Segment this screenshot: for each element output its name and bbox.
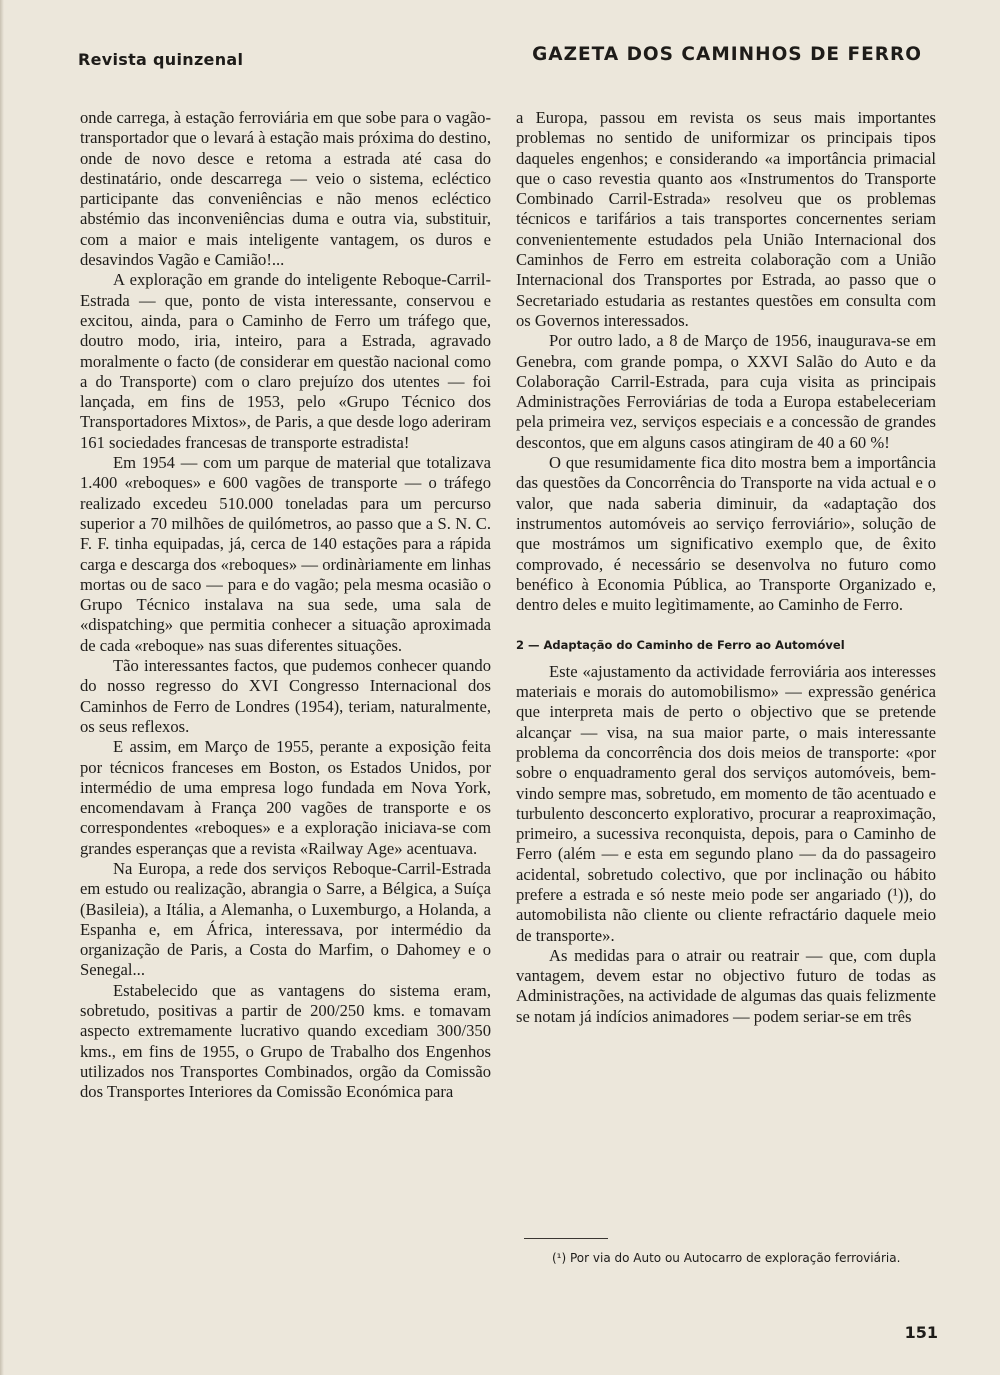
- right-column: [516, 108, 936, 1027]
- page-edge-shadow: [0, 0, 4, 1375]
- paragraph: E assim, em Março de 1955, perante a exposição feita por técnicos franceses em Boston, os Estados Unidos, por intermédio de uma empresa logo fundada em Nova York, encomendavam à França 200 vagões de transporte e os correspondentes «reboques» e a exploração iniciava-se com grandes esperanças que a revista «Railway Age» acentuava.: [80, 737, 491, 858]
- paragraph: O que resumidamente fica dito mostra bem a importância das questões da Concorrência do Transporte na vida actual e o valor, que nada saberia diminuir, da «adaptação dos instrumentos automóveis ao serviço ferroviário», solução de que mostrámos um significativo exemplo que, de êxito comprovado, é necessário se desenvolva no futuro como benéfico à Economia Pública, ao Transporte Organizado e, dentro deles e muito legìtimamente, ao Caminho de Ferro.: [516, 453, 936, 615]
- paragraph: Este «ajustamento da actividade ferroviária aos interesses materiais e morais do automobilismo» — expressão genérica que interpreta mais de perto o objectivo que se pretende alcançar — visa, na sua maior parte, o mais interessante problema da concorrência dos dois meios de transporte: «por sobre o enquadramento geral dos serviços automóveis, bem-vindo sempre mas, sobretudo, em momento de tão acentuado e turbulento desconcerto explorativo, procurar a reaproximação, primeiro, a sucessiva reconquista, depois, para o Caminho de Ferro (além — e esta em segundo plano — da do passageiro acidental, sobretudo colectivo, que por inclinação ou hábito prefere a estrada e só neste meio pode ser angariado (¹)), do automobilista não cliente ou cliente refractário daquele meio de transporte».: [516, 661, 936, 945]
- page-number: 151: [904, 1323, 938, 1342]
- footnote: (¹) Por via do Auto ou Autocarro de exploração ferroviária.: [552, 1251, 901, 1265]
- header-left: Revista quinzenal: [78, 50, 244, 69]
- paragraph: Em 1954 — com um parque de material que totalizava 1.400 «reboques» e 600 vagões de transporte — o tráfego realizado excedeu 510.000 toneladas para um percurso superior a 70 milhões de quilómetros, ao passo que a S. N. C. F. F. tinha equipadas, já, cerca de 140 estações para a rápida carga e descarga dos «reboques» — ordinàriamente em linhas mortas ou de saco — para e do vagão; pela mesma ocasião o Grupo Técnico instalava na sua sede, uma sala de «dispatching» que permitia conhecer a situação aproximada de cada «reboque» nas suas diferentes situações.: [80, 453, 491, 655]
- paragraph: A exploração em grande do inteligente Reboque-Carril-Estrada — que, ponto de vista interessante, conservou e excitou, ainda, para o Caminho de Ferro um tráfego que, doutro modo, iria, inteiro, para a Estrada, agravado moralmente o facto (de considerar em questão nacional como a do Transporte) com o claro prejuízo dos utentes — foi lançada, em fins de 1953, pelo «Grupo Técnico dos Transportadores Mixtos», de Paris, a que desde logo aderiram 161 sociedades francesas de transporte estradista!: [80, 270, 491, 452]
- footnote-rule: [524, 1238, 608, 1239]
- header-right: GAZETA DOS CAMINHOS DE FERRO: [532, 44, 922, 65]
- paragraph: onde carrega, à estação ferroviária em que sobe para o vagão-transportador que o levará à estação mais próxima do destino, onde de novo desce e retoma a estrada até casa do destinatário, onde descarrega — veio o sistema, ecléctico participante das conveniências e não menos ecléctico abstémio das inconveniências duma e outra via, substituir, com a maior e mais inteligente vantagem, os duros e desavindos Vagão e Camião!...: [80, 108, 491, 270]
- paragraph: As medidas para o atrair ou reatrair — que, com dupla vantagem, devem estar no objectivo futuro de todas as Administrações, na actividade de algumas das quais felizmente se notam já indícios animadores — podem seriar-se em três: [516, 945, 936, 1026]
- paragraph: Por outro lado, a 8 de Março de 1956, inaugurava-se em Genebra, com grande pompa, o XXVI Salão do Auto e da Colaboração Carril-Estrada, para cuja visita as principais Administrações Ferroviárias de toda a Europa estabeleceriam pela primeira vez, serviços especiais e a concessão de grandes descontos, que em alguns casos atingiram de 40 a 60 %!: [516, 331, 936, 452]
- paragraph: a Europa, passou em revista os seus mais importantes problemas no sentido de uniformizar os principais tipos daqueles engenhos; e considerando «a importância primacial que o caso revestia quanto aos «Instrumentos do Transporte Combinado Carril-Estrada» resolveu que os problemas técnicos e tarifários a tais transportes concernentes seriam convenientemente estudados pela União Internacional dos Caminhos de Ferro em estreita colaboração com a União Internacional dos Transportes por Estrada, ao passo que o Secretariado estudaria as restantes questões em consulta com os Governos interessados.: [516, 108, 936, 330]
- paragraph: Na Europa, a rede dos serviços Reboque-Carril-Estrada em estudo ou realização, abrangia o Sarre, a Bélgica, a Suíça (Basileia), a Itália, a Alemanha, o Luxemburgo, a Holanda, a Espanha e, em África, interessava, por intermédio da organização de Paris, a Costa do Marfim, o Dahomey e o Senegal...: [80, 858, 491, 980]
- paragraph: Tão interessantes factos, que pudemos conhecer quando do nosso regresso do XVI Congresso Internacional dos Caminhos de Ferro de Londres (1954), teriam, naturalmente, os seus reflexos.: [80, 656, 491, 736]
- paragraph: Estabelecido que as vantagens do sistema eram, sobretudo, positivas a partir de 200/250 kms. e tomavam aspecto extremamente lucrativo quando excediam 300/350 kms., em fins de 1955, o Grupo de Trabalho dos Engenhos utilizados nos Transportes Combinados, orgão da Comissão dos Transportes Interiores da Comissão Económica para: [80, 980, 491, 1102]
- left-column: [80, 108, 491, 1103]
- section-heading: 2 — Adaptação do Caminho de Ferro ao Automóvel: [516, 638, 845, 653]
